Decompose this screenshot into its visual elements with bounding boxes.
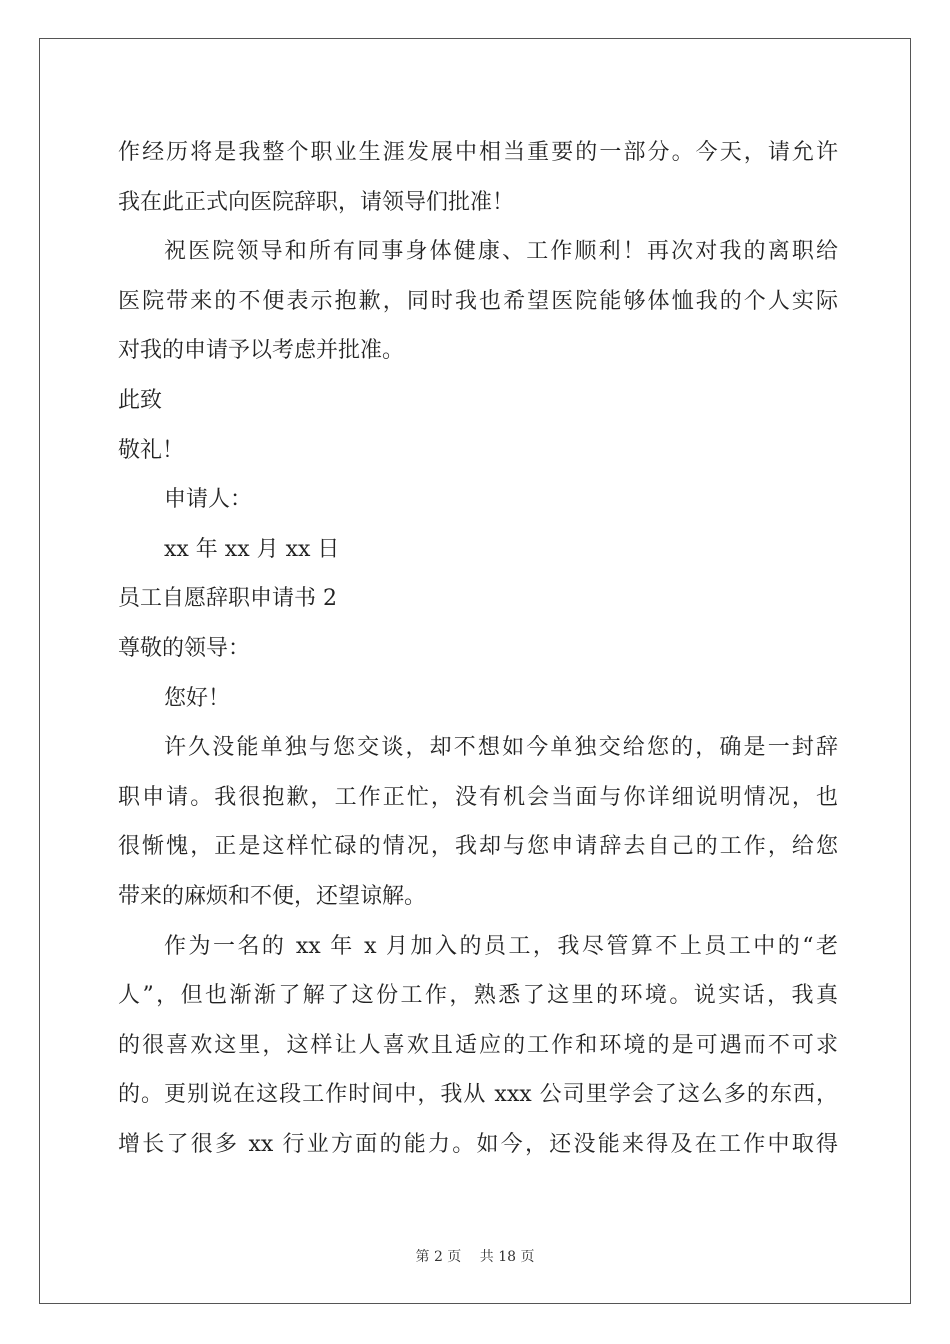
text-line: 申请人：: [164, 487, 253, 513]
text-line: 对我的申请予以考虑并批准。: [118, 338, 405, 364]
text-line: 员工自愿辞职申请书 2: [118, 586, 337, 612]
text-line: 的。更别说在这段工作时间中，我从 xxx 公司里学会了这么多的东西，: [118, 1082, 838, 1108]
text-line: 增长了很多 xx 行业方面的能力。如今，还没能来得及在工作中取得: [118, 1131, 838, 1157]
text-line: 带来的麻烦和不便，还望谅解。: [118, 883, 427, 909]
text-line: 医院带来的不便表示抱歉，同时我也希望医院能够体恤我的个人实际: [118, 288, 838, 314]
text-line: 我在此正式向医院辞职，请领导们批准！: [118, 189, 515, 215]
text-line: 此致: [118, 387, 163, 413]
text-line: 尊敬的领导：: [118, 635, 251, 661]
text-line: 职申请。我很抱歉，工作正忙，没有机会当面与你详细说明情况，也: [118, 784, 838, 810]
text-line: 的很喜欢这里，这样让人喜欢且适应的工作和环境的是可遇而不可求: [118, 1032, 838, 1058]
text-line: 很惭愧，正是这样忙碌的情况，我却与您申请辞去自己的工作，给您: [118, 834, 838, 860]
text-line: 人”，但也渐渐了解了这份工作，熟悉了这里的环境。说实话，我真: [118, 983, 838, 1009]
text-line: 祝医院领导和所有同事身体健康、工作顺利！再次对我的离职给: [164, 239, 838, 265]
page-number: 第 2 页: [415, 1249, 462, 1265]
text-line: xx 年 xx 月 xx 日: [164, 536, 340, 562]
text-line: 作经历将是我整个职业生涯发展中相当重要的一部分。今天，请允许: [118, 140, 838, 165]
document-body: [118, 128, 838, 1169]
page-total: 共 18 页: [479, 1249, 535, 1265]
text-line: 敬礼！: [118, 437, 185, 463]
text-line: 作为一名的 xx 年 x 月加入的员工，我尽管算不上员工中的“老: [164, 933, 838, 959]
text-line: 许久没能单独与您交谈，却不想如今单独交给您的，确是一封辞: [164, 735, 838, 761]
page-footer: [0, 1246, 950, 1266]
text-line: 您好！: [164, 685, 231, 711]
